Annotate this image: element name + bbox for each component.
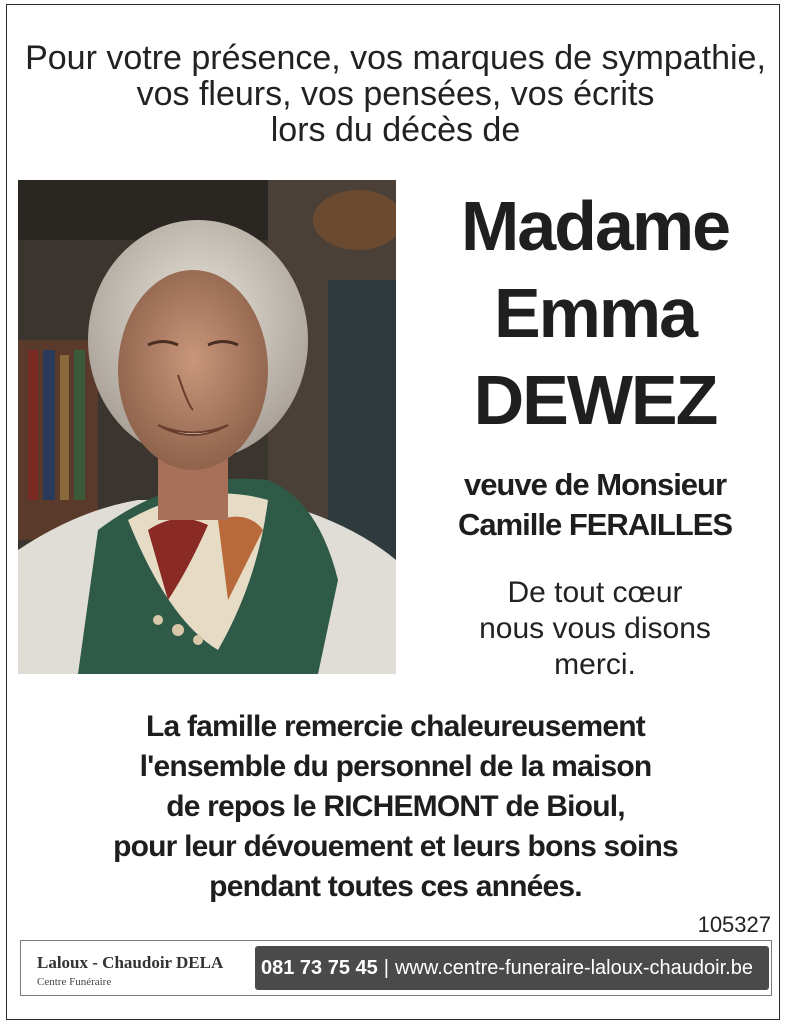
deceased-first-name: Emma <box>493 274 697 352</box>
funeral-home-subtitle: Centre Funéraire <box>37 976 112 988</box>
deceased-name <box>415 183 775 444</box>
widow-line-1: veuve de Monsieur <box>463 467 727 502</box>
contact-bar <box>255 946 769 990</box>
intro-line-1: Pour votre présence, vos marques de sympathie, <box>25 39 766 77</box>
reference-number: 105327 <box>697 912 771 937</box>
deceased-last-name: DEWEZ <box>473 361 717 439</box>
thanks-line-1: La famille remercie chaleureusement <box>146 710 645 743</box>
intro-line-2: vos fleurs, vos pensées, vos écrits <box>136 75 655 113</box>
intro-text <box>20 40 771 148</box>
funeral-home-footer <box>20 940 772 996</box>
family-thanks <box>20 707 771 907</box>
thanks-line-4: pour leur dévouement et leurs bons soins <box>113 830 678 863</box>
thanks-line-2: l'ensemble du personnel de la maison <box>139 750 652 783</box>
heart-line-3: merci. <box>554 648 636 681</box>
widow-line-2: Camille FERAILLES <box>457 507 733 542</box>
website-link[interactable]: www.centre-funeraire-laloux-chaudoir.be <box>394 957 753 979</box>
widow-of <box>415 465 775 545</box>
contact-separator: | <box>383 957 389 979</box>
phone-number[interactable]: 081 73 75 45 <box>261 957 378 979</box>
thanks-line-5: pendant toutes ces années. <box>209 870 582 903</box>
funeral-home-logo: Laloux - Chaudoir DELA <box>37 953 224 972</box>
heart-line-1: De tout cœur <box>507 576 683 609</box>
portrait-photo <box>18 180 396 674</box>
heart-message <box>430 575 760 683</box>
deceased-title: Madame <box>460 187 730 265</box>
intro-line-3: lors du décès de <box>270 111 521 149</box>
heart-line-2: nous vous disons <box>479 612 711 645</box>
thanks-line-3: de repos le RICHEMONT de Bioul, <box>166 790 625 823</box>
